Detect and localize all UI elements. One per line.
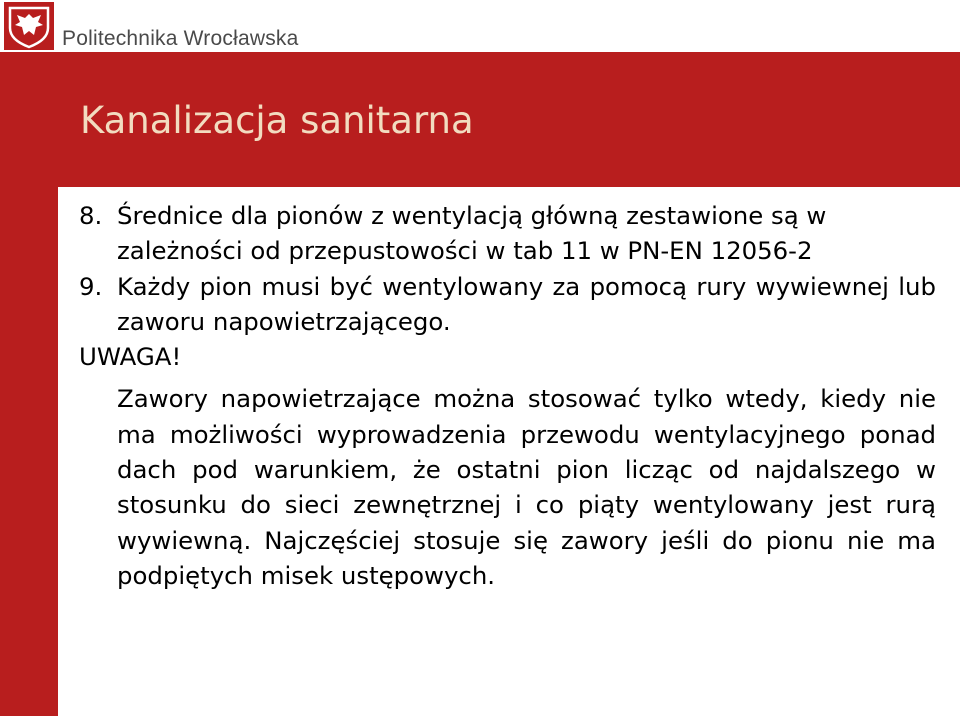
list-item-text: Średnice dla pionów z wentylacją główną zestawione są w zależności od przepustowości w tab 11 w PN-EN 12056-2 — [117, 201, 827, 266]
list-item-text: Każdy pion musi być wentylowany za pomocą rury wywiewnej lub zaworu napowietrzającego. — [117, 271, 936, 336]
left-accent-strip — [0, 52, 58, 716]
eagle-crest-icon — [4, 2, 54, 50]
institution-name: Politechnika Wrocławska — [62, 27, 299, 50]
header-bar — [0, 0, 960, 52]
warning-label: UWAGA! — [79, 342, 182, 372]
slide-title: Kanalizacja sanitarna — [80, 99, 474, 142]
warning-text: Zawory napowietrzające można stosować tylko wtedy, kiedy nie ma możliwości wyprowadzenia przewodu wentylacyjnego ponad dach pod warunkiem, że ostatni pion licząc od najdalszego w stosunku do sieci zewnętrznej i co piąty wentylowany jest rurą wywiewną. Najczęściej stosuje się zawory jeśli do pionu nie ma podpiętych misek ustępowych. — [117, 384, 936, 590]
list-item — [79, 198, 936, 269]
list-item — [79, 269, 936, 340]
list-item-number: 8. — [79, 201, 103, 230]
list-item-number: 9. — [79, 271, 103, 301]
slide-content — [79, 198, 936, 593]
